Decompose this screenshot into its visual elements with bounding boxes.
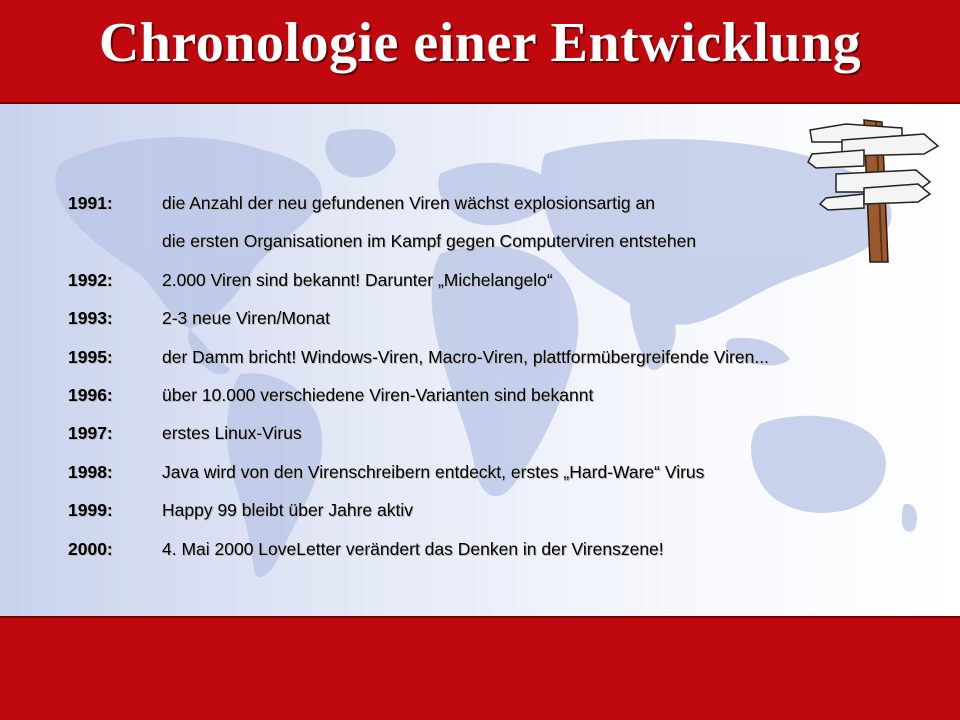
timeline-text: über 10.000 verschiedene Viren-Varianten sind bekannt <box>162 384 594 405</box>
timeline-year: 1993: <box>68 308 113 329</box>
timeline-year: 1998: <box>68 461 113 482</box>
timeline-row <box>68 190 938 228</box>
timeline-row <box>68 420 938 458</box>
timeline-row <box>68 267 938 305</box>
page-title: Chronologie einer Entwicklung <box>98 12 862 74</box>
timeline-text: die Anzahl der neu gefundenen Viren wächst explosionsartig an <box>162 193 655 213</box>
timeline-text: Happy 99 bleibt über Jahre aktiv <box>162 500 413 521</box>
header-bar <box>0 0 960 104</box>
timeline-year: 1995: <box>68 346 113 367</box>
timeline-row <box>68 228 938 266</box>
timeline-text: 4. Mai 2000 LoveLetter verändert das Denken in der Virenszene! <box>162 538 664 559</box>
timeline-text: der Damm bricht! Windows-Viren, Macro-Viren, plattformübergreifende Viren... <box>162 346 769 367</box>
timeline-text: erstes Linux-Virus <box>162 423 302 444</box>
timeline-row <box>68 344 938 382</box>
timeline-text: Java wird von den Virenschreibern entdeckt, erstes „Hard-Ware“ Virus <box>162 461 705 482</box>
timeline-year: 2000: <box>68 538 113 559</box>
timeline-row <box>68 305 938 343</box>
timeline-text: 2-3 neue Viren/Monat <box>162 308 330 329</box>
timeline-row <box>68 536 938 574</box>
footer-bar <box>0 616 960 720</box>
timeline-row <box>68 459 938 497</box>
timeline-list <box>68 190 938 574</box>
timeline-row <box>68 382 938 420</box>
timeline-text: 2.000 Viren sind bekannt! Darunter „Michelangelo“ <box>162 269 553 290</box>
timeline-row <box>68 497 938 535</box>
timeline-year: 1999: <box>68 500 113 521</box>
timeline-year: 1996: <box>68 384 113 405</box>
timeline-year: 1992: <box>68 269 113 290</box>
timeline-year: 1991: <box>68 193 113 213</box>
timeline-text: die ersten Organisationen im Kampf gegen Computerviren entstehen <box>162 231 697 252</box>
timeline-year: 1997: <box>68 423 113 444</box>
